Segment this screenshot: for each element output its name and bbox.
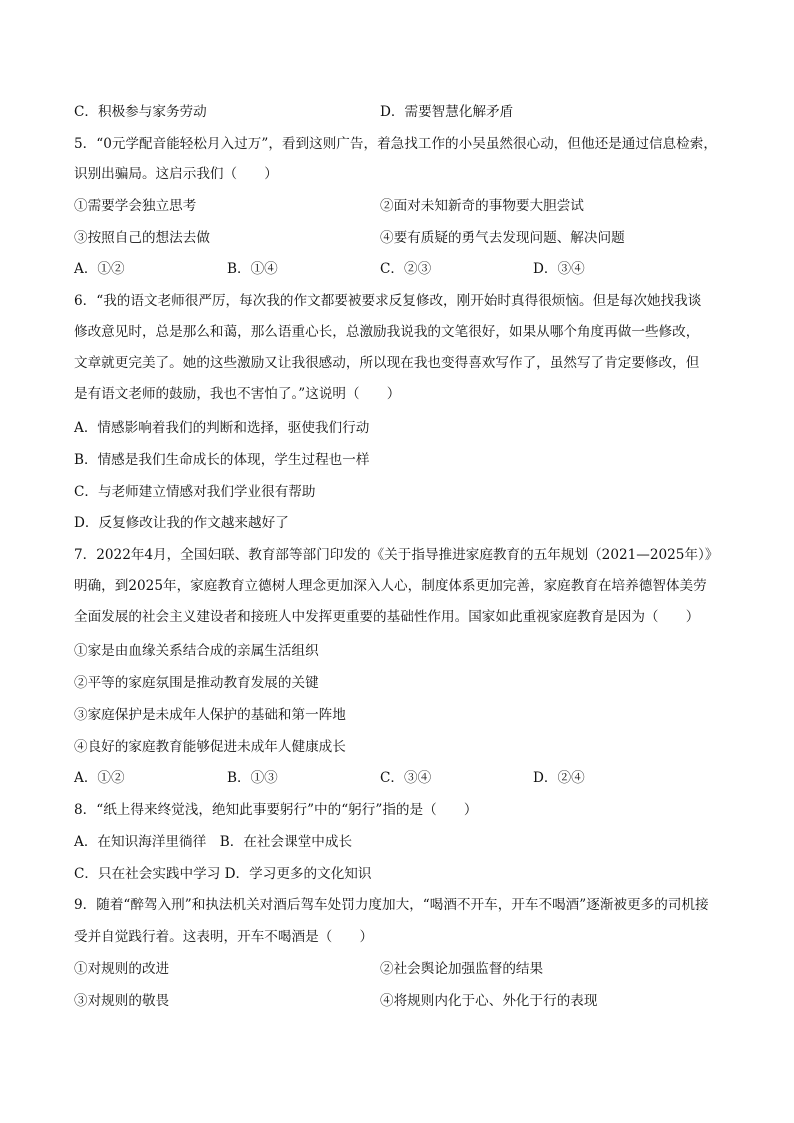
q7-options (74, 768, 726, 788)
q6-stem-line-1: 6．“我的语文老师很严厉，每次我的作文都要被要求反复修改，刚开始时真得很烦恼。但是每次她找我谈 (74, 293, 702, 309)
q9-item-4: ④将规则内化于心、外化于行的表现 (380, 993, 598, 1009)
q6-option-b: B．情感是我们生命成长的体现，学生过程也一样 (74, 452, 370, 468)
q6-option-c: C．与老师建立情感对我们学业很有帮助 (74, 484, 316, 500)
q6-stem-line-3: 文章就更完美了。她的这些激励又让我很感动，所以现在我也变得喜欢写作了，虽然写了肯定要修改，但 (74, 355, 700, 371)
q4-options-cd (74, 102, 726, 122)
q7-stem-line-2: 明确，到2025年，家庭教育立德树人理念更加深入人心，制度体系更加完善，家庭教育在培养德智体美劳 (74, 578, 707, 594)
q5-item-4: ④要有质疑的勇气去发现问题、解决问题 (380, 230, 625, 246)
q4-option-d: D．需要智慧化解矛盾 (380, 104, 514, 120)
q8-stem: 8．“纸上得来终觉浅，绝知此事要躬行”中的“躬行”指的是（ ） (74, 802, 478, 818)
q7-item-4: ④良好的家庭教育能够促进未成年人健康成长 (74, 739, 346, 755)
q7-item-3: ③家庭保护是未成年人保护的基础和第一阵地 (74, 707, 346, 723)
q7-option-a: A．①② (74, 770, 125, 786)
q7-option-b: B．①③ (227, 770, 278, 786)
q5-options (74, 259, 726, 279)
q7-option-c: C．③④ (380, 770, 432, 786)
q7-item-2: ②平等的家庭氛围是推动教育发展的关键 (74, 675, 319, 691)
q5-option-d: D．③④ (533, 261, 585, 277)
q9-item-1: ①对规则的改进 (74, 961, 170, 977)
q8-options-ab: A．在知识海洋里徜徉 B．在社会课堂中成长 (74, 834, 353, 850)
q5-item-1: ①需要学会独立思考 (74, 198, 197, 214)
q5-item-3: ③按照自己的想法去做 (74, 230, 210, 246)
q5-stem-line-2: 识别出骗局。这启示我们（ ） (74, 166, 278, 182)
q8-options-cd: C．只在社会实践中学习 D．学习更多的文化知识 (74, 866, 372, 882)
q7-item-1: ①家是由血缘关系结合成的亲属生活组织 (74, 643, 319, 659)
q5-option-a: A．①② (74, 261, 125, 277)
q9-item-2: ②社会舆论加强监督的结果 (380, 961, 544, 977)
q7-stem-line-1: 7．2022年4月，全国妇联、教育部等部门印发的《关于指导推进家庭教育的五年规划（2021—2025年）》 (74, 547, 719, 563)
q9-item-3: ③对规则的敬畏 (74, 993, 170, 1009)
q5-items-row-1 (74, 196, 726, 216)
q9-items-row-2 (74, 991, 726, 1011)
q5-option-c: C．②③ (380, 261, 432, 277)
q5-option-b: B．①④ (227, 261, 278, 277)
q9-stem-line-1: 9．随着“醉驾入刑”和执法机关对酒后驾车处罚力度加大，“喝酒不开车，开车不喝酒”逐渐被更多的司机接 (74, 897, 709, 913)
q4-option-c: C．积极参与家务劳动 (74, 104, 207, 120)
q7-option-d: D．②④ (533, 770, 585, 786)
q6-stem-line-4: 是有语文老师的鼓励，我也不害怕了。”这说明（ ） (74, 386, 401, 402)
q9-items-row-1 (74, 959, 726, 979)
q5-stem-line-1: 5．“0元学配音能轻松月入过万”，看到这则广告，着急找工作的小吴虽然很心动，但他还是通过信息检索， (74, 136, 717, 152)
q6-option-d: D．反复修改让我的作文越来越好了 (74, 515, 289, 531)
q7-stem-line-3: 全面发展的社会主义建设者和接班人中发挥更重要的基础性作用。国家如此重视家庭教育是因为（ ） (74, 609, 700, 625)
q5-items-row-2 (74, 228, 726, 248)
q6-stem-line-2: 修改意见时，总是那么和蔼，那么语重心长，总激励我说我的文笔很好，如果从哪个角度再做一些修改， (74, 324, 700, 340)
q5-item-2: ②面对未知新奇的事物要大胆尝试 (380, 198, 584, 214)
q9-stem-line-2: 受并自觉践行着。这表明，开车不喝酒是（ ） (74, 929, 374, 945)
q6-option-a: A．情感影响着我们的判断和选择，驱使我们行动 (74, 420, 370, 436)
